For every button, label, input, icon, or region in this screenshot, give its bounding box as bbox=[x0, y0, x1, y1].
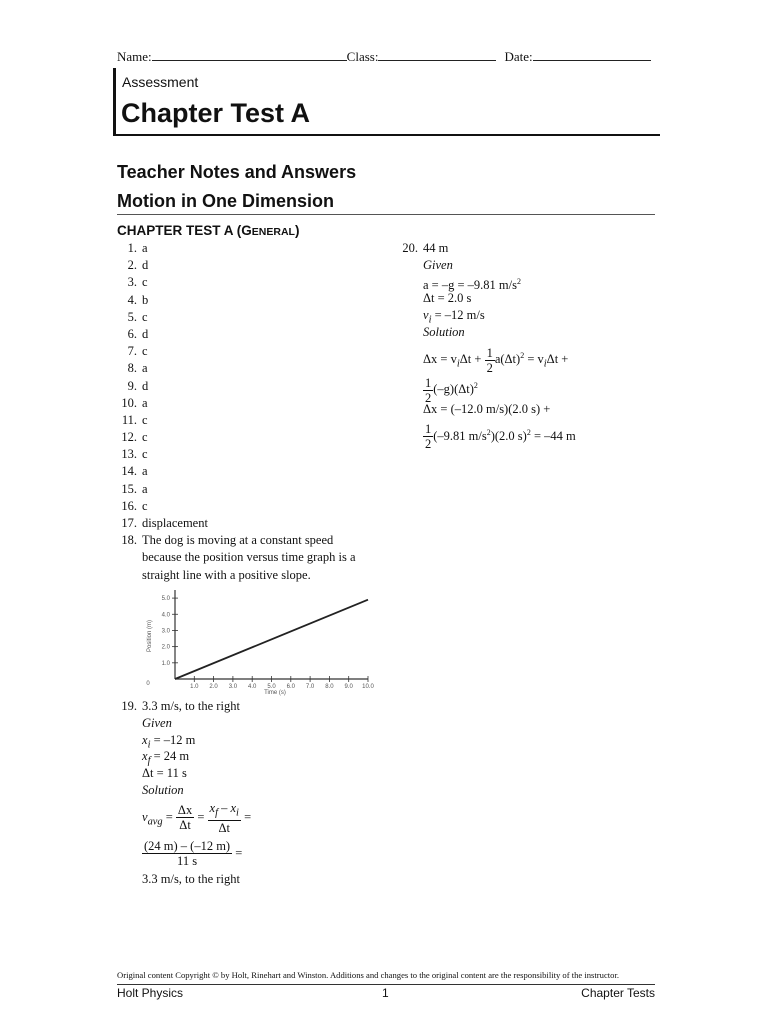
footer-rule bbox=[117, 984, 655, 985]
list-item: 13. c bbox=[121, 447, 148, 462]
page-number: 1 bbox=[382, 986, 389, 1000]
heading-rule bbox=[117, 214, 655, 215]
date-blank bbox=[533, 48, 651, 61]
series-line bbox=[175, 600, 368, 679]
copyright-notice: Original content Copyright © by Holt, Rinehart and Winston. Additions and changes to the original content are the responsibility of the instructor. bbox=[117, 970, 619, 980]
y-tick-label: 1.0 bbox=[161, 660, 170, 667]
list-item: 12. c bbox=[121, 430, 148, 445]
position-time-graph bbox=[140, 586, 380, 696]
footer-section: Chapter Tests bbox=[581, 986, 655, 1000]
y-tick-label: 4.0 bbox=[161, 612, 170, 619]
y-axis-label: Position (m) bbox=[147, 619, 153, 653]
list-item: 5. c bbox=[127, 309, 148, 324]
list-item: 7. c bbox=[127, 344, 148, 359]
list-item: 2. d bbox=[127, 258, 149, 273]
origin-label: 0 bbox=[146, 681, 150, 687]
list-item: 16. c bbox=[121, 498, 148, 513]
x-tick-label: 5.0 bbox=[267, 684, 276, 690]
x-axis-label: Time (s) bbox=[264, 690, 286, 696]
x-tick-label: 10.0 bbox=[362, 684, 374, 690]
list-item: 11. c bbox=[121, 412, 148, 427]
list-item: 6. d bbox=[127, 326, 149, 341]
test-heading: CHAPTER TEST A (GENERAL) bbox=[117, 223, 300, 238]
list-item: 14. a bbox=[121, 464, 148, 479]
y-tick-label: 3.0 bbox=[161, 628, 170, 635]
x-tick-label: 6.0 bbox=[286, 684, 295, 690]
list-item: 17. displacement bbox=[121, 516, 208, 530]
x-tick-label: 7.0 bbox=[305, 684, 315, 690]
date-label: Date: bbox=[504, 49, 533, 64]
y-tick-label: 2.0 bbox=[161, 644, 170, 651]
topic-heading: Motion in One Dimension bbox=[117, 191, 334, 211]
student-info-row bbox=[117, 48, 657, 65]
class-blank bbox=[378, 48, 496, 61]
name-label: Name: bbox=[117, 49, 152, 64]
section-label: Assessment bbox=[122, 74, 199, 90]
name-blank bbox=[152, 48, 347, 61]
list-item: 4. b bbox=[127, 292, 149, 307]
list-item: 8. a bbox=[127, 361, 148, 376]
answer-list bbox=[117, 240, 367, 584]
y-tick-label: 5.0 bbox=[161, 596, 170, 603]
answer-20: 20. 44 m Given a = –g = –9.81 $m/s^2$ Δt = 2.0 s $v_i = -12$ m/s Solution $\Delta x = v_i\Delta t$ + $\frac{1}{2}$ $a(\Delta t)^2 = v_i\Delta t$ + $\frac{1}{2}$ $(-g)(\Delta t)^2$ Δx = (–12.0 m/s)(2.0 s) + $\frac{1}{2}$ (–9.81 $m/s^2)(2.0$ s)$^2$ = –44 m bbox=[402, 241, 576, 452]
x-tick-label: 3.0 bbox=[228, 684, 238, 690]
list-item: 10. a bbox=[121, 395, 148, 410]
footer-book: Holt Physics bbox=[117, 986, 184, 1000]
page-title: Chapter Test A bbox=[121, 98, 311, 128]
list-item: 18. The dog is moving at a constant speed because the position versus time graph is a straight line with a positive slope. bbox=[121, 533, 356, 582]
list-item: 1. a bbox=[127, 241, 148, 255]
answer-19: 19. 3.3 m/s, to the right Given $x_i = -12$ m $x_f = 24$ m Δt = 11 s Solution $v_{avg}$ = $\frac{\Delta x}{\Delta t}$ = $\frac{x_f - x_i}{\Delta t}$ = $\frac{(24 m) - (-12 m)}{11 s}$ = 3.3 m/s, to the right bbox=[121, 699, 252, 886]
x-tick-label: 2.0 bbox=[209, 684, 218, 690]
list-item: 15. a bbox=[121, 481, 148, 496]
class-label: Class: bbox=[346, 49, 379, 64]
x-tick-label: 4.0 bbox=[248, 684, 257, 690]
x-tick-label: 1.0 bbox=[190, 684, 199, 690]
list-item: 3. c bbox=[127, 275, 148, 290]
x-tick-label: 8.0 bbox=[325, 684, 334, 690]
teacher-notes-heading: Teacher Notes and Answers bbox=[117, 162, 357, 182]
x-tick-label: 9.0 bbox=[344, 684, 353, 690]
list-item: 9. d bbox=[127, 378, 149, 393]
